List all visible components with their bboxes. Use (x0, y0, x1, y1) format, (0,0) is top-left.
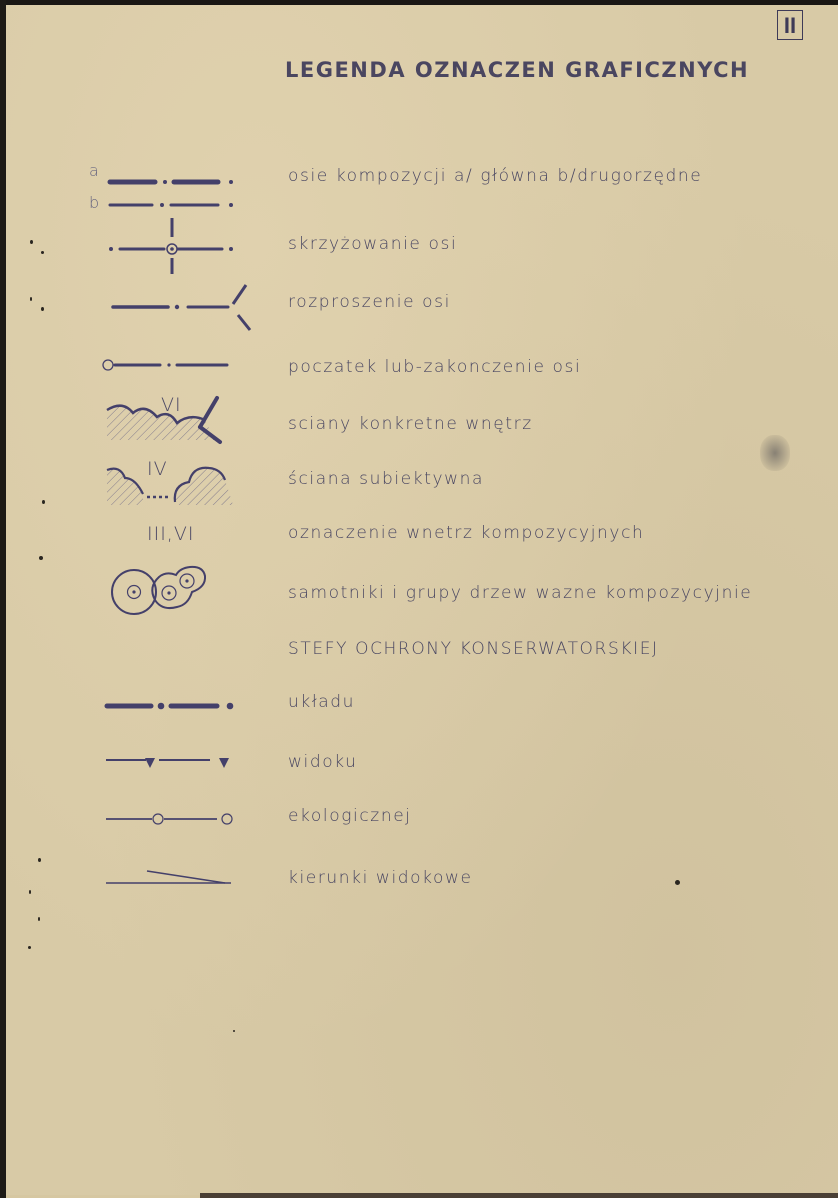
legend-label-view-directions: kierunki widokowe (288, 868, 473, 888)
axis-main-secondary-icon (100, 175, 240, 215)
speck (39, 556, 43, 560)
page-title: LEGENDA OZNACZEN GRAFICZNYCH (285, 58, 750, 82)
roman-numeral-vi: VI (161, 394, 182, 416)
page-number: II (777, 10, 803, 40)
speck (30, 297, 32, 301)
speck (42, 500, 45, 504)
letter-b: b (89, 193, 100, 212)
legend-label-crossing: skrzyżowanie osi (288, 234, 458, 254)
speck (38, 858, 41, 862)
roman-numeral-iii-vi: III,VI (147, 523, 195, 545)
speck (675, 880, 680, 885)
roman-numeral-iv: IV (147, 458, 168, 480)
speck (41, 307, 44, 311)
section-heading-protection-zones: STEFY OCHRONY KONSERWATORSKIEJ (288, 639, 659, 659)
axis-start-end-icon (100, 358, 240, 378)
subjective-wall-icon (105, 460, 235, 510)
speck (41, 251, 44, 254)
speck (28, 946, 31, 949)
legend-label-start-end: poczatek lub-zakonczenie osi (288, 357, 582, 377)
zone-ecological-icon (100, 812, 240, 828)
legend-label-concrete-walls: sciany konkretne wnętrz (288, 414, 533, 434)
speck (38, 917, 40, 921)
zone-layout-icon (100, 700, 240, 714)
view-directions-icon (100, 866, 240, 886)
legend-label-dispersion: rozproszenie osi (288, 292, 451, 312)
trees-icon (110, 565, 240, 620)
axis-crossing-icon (100, 215, 240, 275)
axis-dispersion-icon (100, 282, 250, 342)
concrete-wall-icon (105, 395, 235, 455)
legend-label-axes: osie kompozycji a/ główna b/drugorzędne (288, 166, 703, 186)
letter-a: a (89, 161, 99, 180)
legend-label-zone-view: widoku (288, 752, 358, 772)
legend-label-zone-layout: układu (288, 692, 356, 712)
legend-label-interior-marking: oznaczenie wnetrz kompozycyjnych (288, 523, 645, 543)
scan-bottom-edge (200, 1193, 838, 1198)
legend-label-subjective-wall: ściana subiektywna (288, 469, 485, 489)
speck (29, 890, 31, 894)
zone-view-icon (100, 755, 240, 771)
speck (233, 1030, 235, 1032)
legend-label-trees: samotniki i grupy drzew wazne kompozycyjnie (288, 583, 753, 603)
paper-stain (760, 435, 790, 471)
legend-label-zone-ecological: ekologicznej (288, 806, 412, 826)
speck (30, 240, 33, 244)
